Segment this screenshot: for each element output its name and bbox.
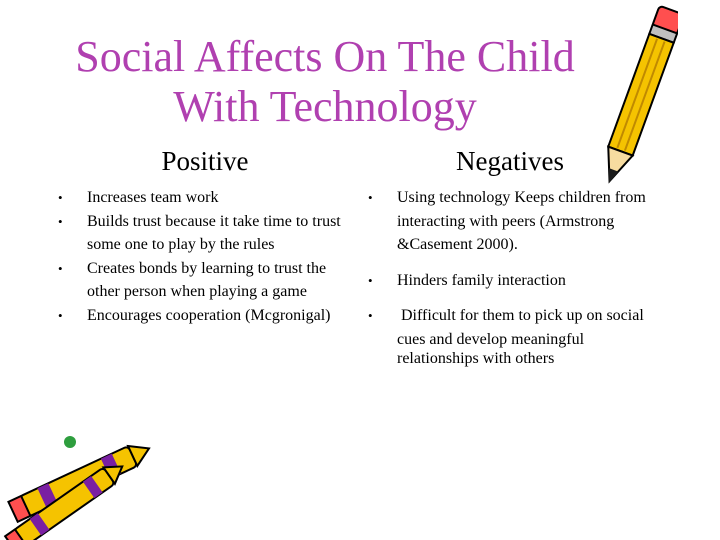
- list-item: • Difficult for them to pick up on social cues and develop meaningful: [368, 304, 668, 351]
- bullet-icon: •: [58, 307, 63, 323]
- list-item: • Creates bonds by learning to trust the other person when playing a game: [58, 257, 358, 304]
- title-line-2: With Technology: [173, 82, 477, 131]
- bullet-icon: •: [58, 260, 63, 276]
- positive-heading: Positive: [161, 146, 249, 176]
- list-item: • Increases team work: [58, 186, 358, 210]
- bullet-icon: •: [368, 308, 373, 323]
- list-item: • Builds trust because it take time to trust some one to play by the rules: [58, 210, 358, 257]
- positive-list: [58, 186, 358, 327]
- list-item: • Encourages cooperation (Mcgronigal): [58, 304, 358, 328]
- list-item: • Hinders family interaction: [368, 269, 668, 293]
- list-item: • Using technology Keeps children from interacting with peers (Armstrong &Casement 2000).: [368, 186, 668, 257]
- title-line-1: Social Affects On The Child: [75, 32, 575, 81]
- bullet-icon: •: [368, 272, 373, 288]
- slide-title: [40, 32, 610, 132]
- negatives-heading: Negatives: [456, 146, 564, 176]
- bullet-icon: •: [368, 190, 373, 205]
- bullet-icon: •: [58, 190, 63, 205]
- negatives-list: [368, 186, 668, 351]
- bullet-icon: •: [58, 213, 63, 229]
- crayons-clipart: [0, 430, 160, 540]
- negatives-continuation: relationships with others: [397, 350, 555, 367]
